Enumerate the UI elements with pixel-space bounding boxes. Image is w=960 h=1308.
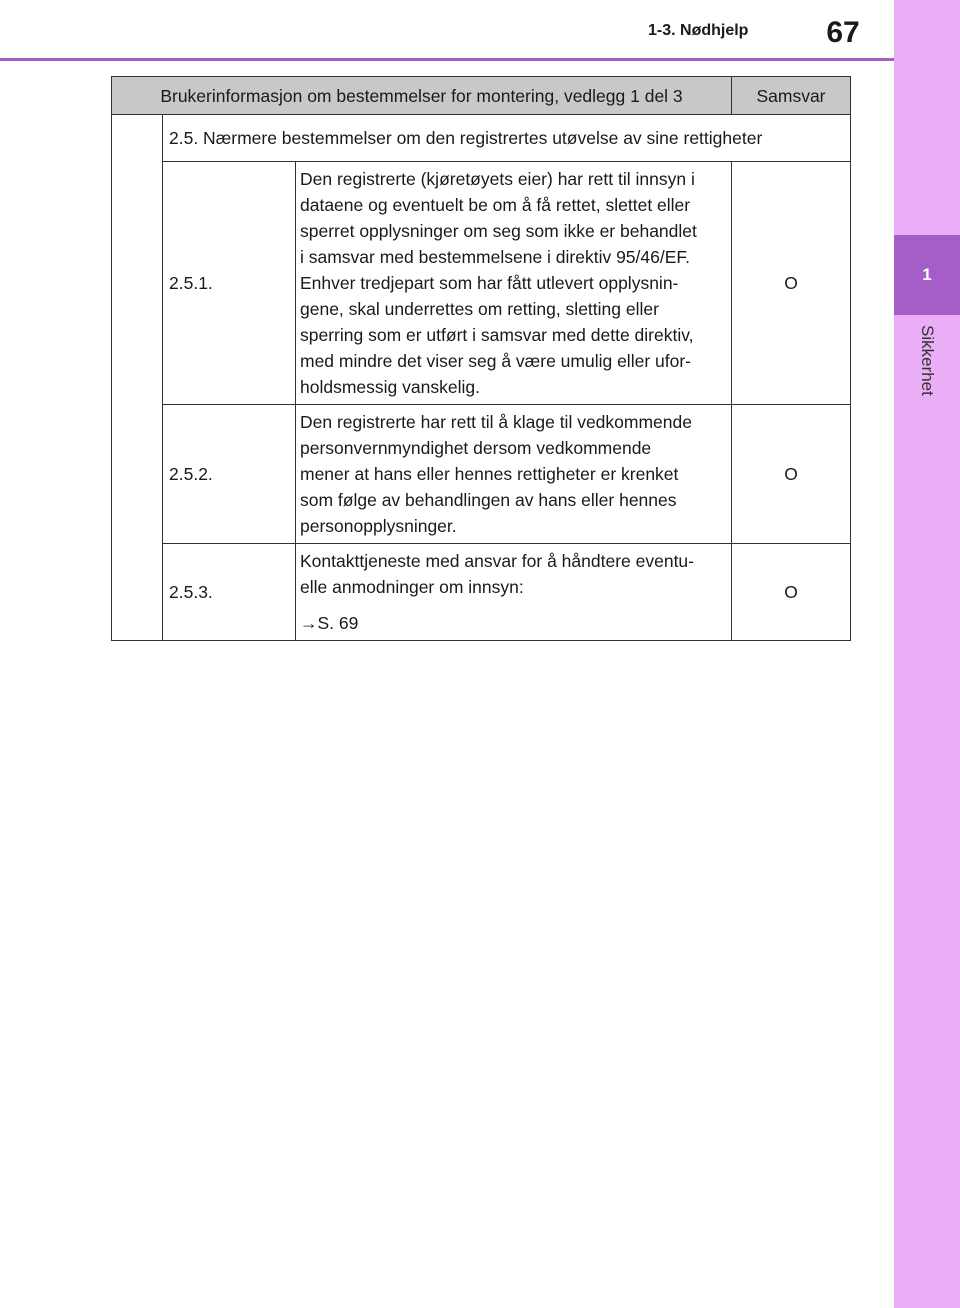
text-line: med mindre det viser seg å være umulig eller ufor- — [300, 351, 691, 371]
text-line: sperret opplysninger om seg som ikke er behandlet — [300, 221, 697, 241]
text-line: gene, skal underrettes om retting, sletting eller — [300, 299, 659, 319]
chapter-sidebar — [894, 0, 960, 1308]
row-conformity: O — [732, 544, 851, 641]
chapter-label: Sikkerhet — [918, 325, 937, 396]
indent-cell — [112, 115, 163, 641]
table-header-row — [112, 77, 851, 115]
section-title: 1-3. Nødhjelp — [648, 22, 749, 39]
header-divider — [0, 58, 894, 61]
text-line: som følge av behandlingen av hans eller hennes — [300, 490, 677, 510]
row-text — [296, 162, 732, 405]
conformity-table — [111, 76, 851, 641]
chapter-number: 1 — [922, 265, 932, 284]
subheading: 2.5. Nærmere bestemmelser om den registrertes utøvelse av sine rettigheter — [163, 115, 851, 162]
text-line: personopplysninger. — [300, 516, 457, 536]
text-line: personvernmyndighet dersom vedkommende — [300, 438, 652, 458]
header-info: Brukerinformasjon om bestemmelser for montering, vedlegg 1 del 3 — [112, 77, 732, 115]
row-text — [296, 544, 732, 641]
text-line: Den registrerte (kjøretøyets eier) har rett til innsyn i — [300, 169, 695, 189]
header-conformity: Samsvar — [732, 77, 851, 115]
row-number: 2.5.1. — [163, 162, 296, 405]
text-line: mener at hans eller hennes rettigheter er krenket — [300, 464, 679, 484]
text-line: dataene og eventuelt be om å få rettet, slettet eller — [300, 195, 691, 215]
row-number: 2.5.2. — [163, 405, 296, 544]
table-row — [112, 405, 851, 544]
row-number: 2.5.3. — [163, 544, 296, 641]
text-line: i samsvar med bestemmelsene i direktiv 95/46/EF. — [300, 247, 691, 267]
row-conformity: O — [732, 405, 851, 544]
row-conformity: O — [732, 162, 851, 405]
text-line: holdsmessig vanskelig. — [300, 377, 480, 397]
table-row — [112, 162, 851, 405]
table-subheading-row — [112, 115, 851, 162]
text-line: Den registrerte har rett til å klage til vedkommende — [300, 412, 692, 432]
row-text — [296, 405, 732, 544]
text-line: Kontakttjeneste med ansvar for å håndtere eventu- — [300, 551, 694, 571]
page-number: 67 — [826, 16, 860, 49]
page-reference-link[interactable]: →S. 69 — [300, 613, 359, 633]
text-line: sperring som er utført i samsvar med dette direktiv, — [300, 325, 694, 345]
table-row — [112, 544, 851, 641]
text-line: elle anmodninger om innsyn: — [300, 577, 524, 597]
chapter-label-box — [894, 325, 960, 425]
chapter-tab[interactable] — [894, 235, 960, 315]
text-line: Enhver tredjepart som har fått utlevert opplysnin- — [300, 273, 679, 293]
